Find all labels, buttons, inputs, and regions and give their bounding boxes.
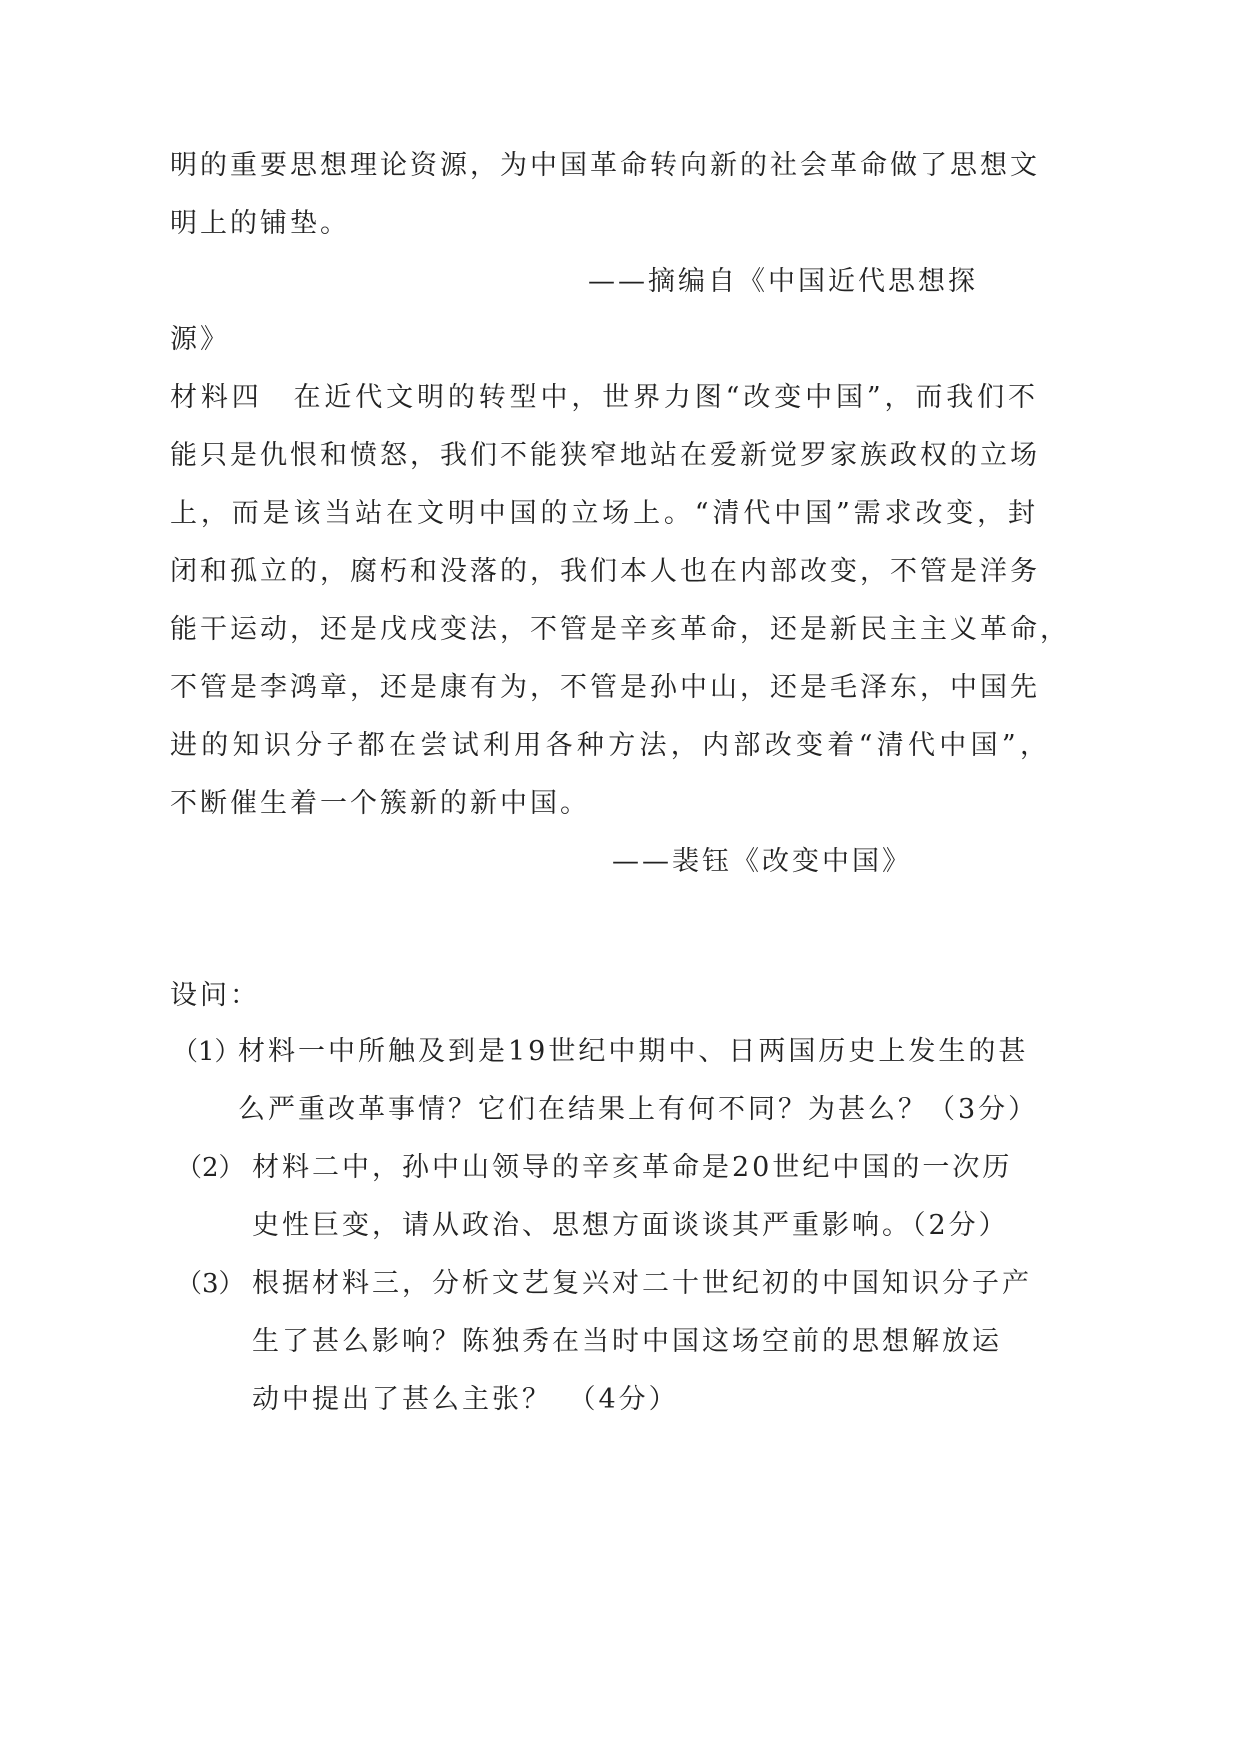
source-attribution: ——裴钰《改变中国》	[612, 846, 912, 877]
material-four-line: 不管是李鸿章，还是康有为，不管是孙中山，还是毛泽东，中国先	[170, 672, 1040, 703]
material-four-line: 不断催生着一个簇新的新中国。	[170, 788, 590, 819]
material-four-line: 材料四 在近代文明的转型中，世界力图“改变中国”，而我们不	[170, 382, 1038, 413]
question-text: 动中提出了甚么主张？ （4分）	[252, 1384, 679, 1415]
material-four-line: 闭和孤立的，腐朽和没落的，我们本人也在内部改变，不管是洋务	[170, 556, 1040, 587]
question-number: （1）	[172, 1037, 241, 1067]
question-text: 材料二中，孙中山领导的辛亥革命是20世纪中国的一次历	[252, 1152, 1013, 1183]
passage-line: 明上的铺垫。	[170, 208, 350, 239]
source-attribution-continued: 源》	[170, 324, 230, 355]
material-four-line: 能干运动，还是戊戌变法，不管是辛亥革命，还是新民主主义革命，	[170, 614, 1070, 645]
question-number: （3）	[176, 1269, 245, 1299]
question-text: 史性巨变，请从政治、思想方面谈谈其严重影响。（2分）	[252, 1210, 1009, 1241]
question-text: 生了甚么影响？陈独秀在当时中国这场空前的思想解放运	[252, 1326, 1002, 1357]
material-four-line: 上，而是该当站在文明中国的立场上。“清代中国”需求改变，封	[170, 498, 1038, 529]
passage-line: 明的重要思想理论资源，为中国革命转向新的社会革命做了思想文	[170, 150, 1040, 181]
material-four-line: 能只是仇恨和愤怒，我们不能狭窄地站在爱新觉罗家族政权的立场	[170, 440, 1040, 471]
question-text: 根据材料三，分析文艺复兴对二十世纪初的中国知识分子产	[252, 1268, 1032, 1299]
material-four-line: 进的知识分子都在尝试利用各种方法，内部改变着“清代中国”，	[170, 730, 1050, 761]
question-text: 材料一中所触及到是19世纪中期中、日两国历史上发生的甚	[238, 1036, 1029, 1067]
questions-heading: 设问：	[170, 980, 260, 1011]
question-text: 么严重改革事情？它们在结果上有何不同？为甚么？（3分）	[238, 1094, 1039, 1125]
source-attribution: ——摘编自《中国近代思想探	[588, 266, 978, 297]
question-number: （2）	[176, 1153, 245, 1183]
